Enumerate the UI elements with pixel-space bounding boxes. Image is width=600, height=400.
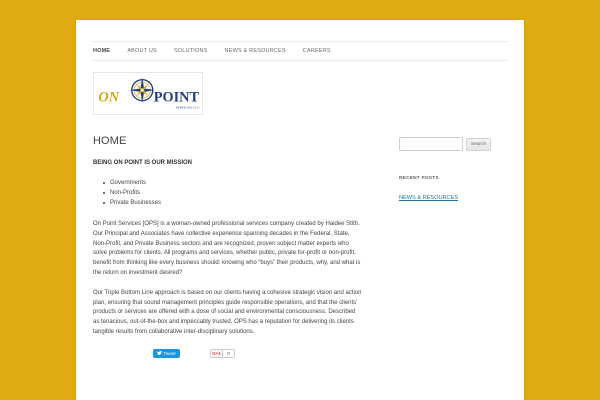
mission-heading: BEING ON POINT IS OUR MISSION bbox=[93, 160, 193, 166]
logo-text-services: SERVICES, LLC bbox=[175, 105, 200, 110]
nav-item-news-resources[interactable]: NEWS & RESOURCES bbox=[224, 48, 286, 54]
search-form bbox=[399, 137, 509, 151]
page-container bbox=[76, 20, 524, 400]
tweet-label: Tweet bbox=[163, 350, 176, 356]
logo-text-point: POINT bbox=[153, 89, 200, 106]
list-item: Governments bbox=[110, 178, 363, 188]
search-input[interactable] bbox=[399, 137, 463, 151]
nav-item-about-us[interactable]: ABOUT US bbox=[127, 48, 157, 54]
logo-text-on: ON bbox=[98, 89, 120, 106]
compass-rose-icon bbox=[130, 78, 155, 103]
nav-item-solutions[interactable]: SOLUTIONS bbox=[173, 48, 208, 54]
list-item: Non-Profits bbox=[110, 188, 363, 198]
nav-item-careers[interactable]: CAREERS bbox=[302, 48, 331, 54]
recent-post-link[interactable]: NEWS & RESOURCES bbox=[399, 195, 459, 201]
list-item: Private Businesses bbox=[110, 198, 363, 208]
intro-paragraph: On Point Services [OPS] is a woman-owned professional services company created by Haidee Stith. Our Principal and Associates have collective experience spanning decades in the Federal, State, Non-Profit, and Private Business sectors and are recognized, proven subject matter experts who solve problems for clients. All programs and services, whether public, private for-profit or non-profit, benefit from thinking like every business should: knowing who “buys” their products, why, and what is the return on investment desired? bbox=[93, 221, 361, 276]
google-plus-button[interactable]: G+1 bbox=[210, 349, 223, 358]
share-bar bbox=[93, 349, 363, 361]
approach-paragraph: Our Triple Bottom Line approach is based on our clients having a cohesive strategic vision and action plan, ensuring that sound management principles guide responsible operations, and that the clients’ products or services are offered with a dose of social and environmental consciousness. Described as tenacious, out-of-the-box and impeccably trusted, OPS has a reputation for delivering its clients tangible results from collaborative inter-disciplinary solutions. bbox=[93, 289, 362, 335]
search-button[interactable]: Search bbox=[466, 138, 491, 151]
main-navigation bbox=[92, 41, 508, 61]
twitter-bird-icon bbox=[157, 351, 162, 355]
tweet-button[interactable] bbox=[153, 349, 180, 358]
sector-list bbox=[110, 178, 363, 208]
google-plus-count: 0 bbox=[223, 349, 235, 358]
recent-posts-title: RECENT POSTS bbox=[399, 176, 439, 181]
nav-item-home[interactable]: HOME bbox=[93, 48, 111, 54]
site-logo[interactable] bbox=[93, 72, 203, 115]
logo-graphic bbox=[94, 73, 202, 114]
main-content bbox=[93, 135, 363, 361]
sidebar bbox=[399, 137, 509, 201]
page-title: HOME bbox=[93, 135, 127, 147]
google-plus-widget bbox=[210, 349, 235, 358]
